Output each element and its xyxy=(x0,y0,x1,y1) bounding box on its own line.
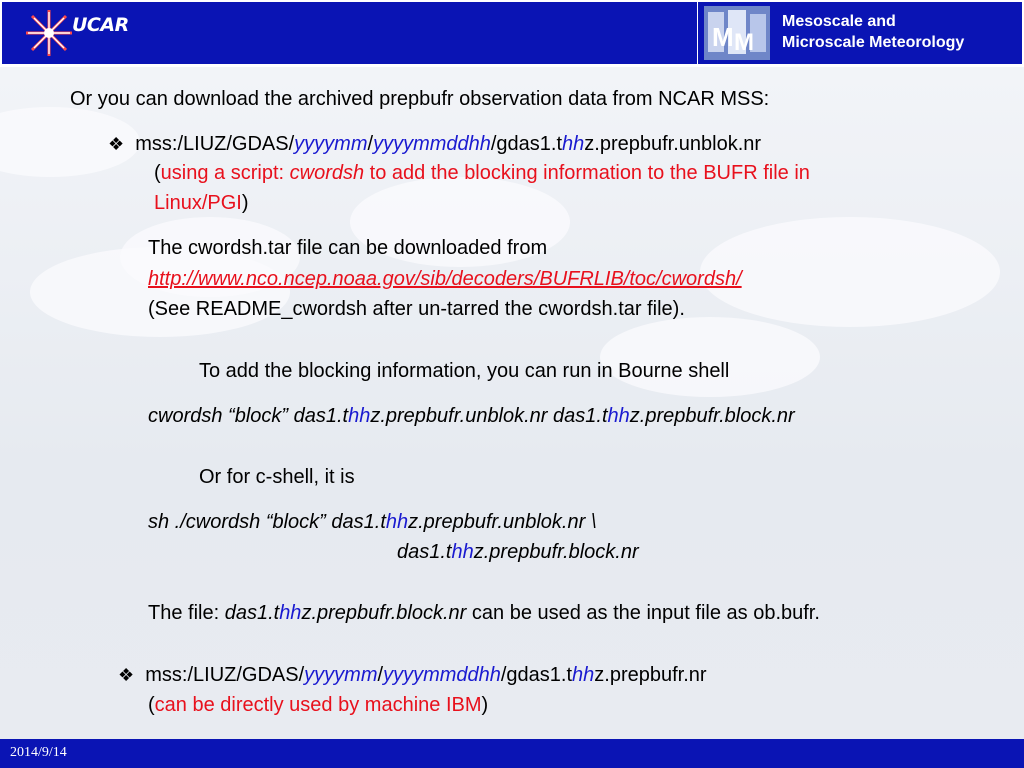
var-yyyymm: yyyymm xyxy=(304,664,378,686)
script-note-red: using a script: xyxy=(160,162,290,184)
diamond-bullet-icon: ❖ xyxy=(108,134,125,154)
path-slash: / xyxy=(377,664,384,686)
cloud-decoration xyxy=(600,317,820,397)
mmm-logo-icon xyxy=(704,6,770,60)
paren-close: ) xyxy=(241,192,249,214)
download-line1: The cwordsh.tar file can be downloaded from xyxy=(148,237,548,259)
path-slash: / xyxy=(367,133,374,155)
svg-text:M: M xyxy=(734,29,754,56)
script-note-line2 xyxy=(154,192,249,215)
path-suffix: z.prepbufr.nr xyxy=(594,664,707,686)
cmd-part: cwordsh “block” das1.t xyxy=(148,405,349,427)
file-note-label: The file: xyxy=(148,602,225,624)
var-hh: hh xyxy=(385,511,409,533)
slide-footer xyxy=(0,739,1024,768)
mmm-banner xyxy=(698,2,1022,64)
svg-text:M: M xyxy=(712,22,734,52)
paren-close: ) xyxy=(481,694,489,716)
file-name-part: das1.t xyxy=(224,602,280,624)
var-hh: hh xyxy=(607,405,630,427)
var-hh: hh xyxy=(279,602,302,624)
slide-header xyxy=(0,0,1024,67)
var-hh: hh xyxy=(451,541,474,563)
bourne-intro: To add the blocking information, you can run in Bourne shell xyxy=(199,360,730,382)
ucar-star-icon xyxy=(24,8,74,58)
cmd-part: sh ./cwordsh “block” das1.t xyxy=(148,511,386,533)
bourne-command xyxy=(148,405,795,428)
path-mid: /gdas1.t xyxy=(490,133,563,155)
script-note xyxy=(154,162,810,185)
mss-path-prefix: mss:/LIUZ/GDAS/ xyxy=(145,664,305,686)
ucar-logo xyxy=(2,2,140,64)
path-mid: /gdas1.t xyxy=(500,664,573,686)
paren-open: ( xyxy=(154,162,161,184)
cmd-part: das1.t xyxy=(397,541,452,563)
ibm-note-red: can be directly used by machine IBM xyxy=(154,694,482,716)
list-item xyxy=(108,133,761,156)
var-hh: hh xyxy=(572,664,595,686)
var-yyyymm: yyyymm xyxy=(294,133,368,155)
cshell-intro: Or for c-shell, it is xyxy=(199,466,355,488)
script-note-red2: to add the blocking information to the BUFR file in xyxy=(364,162,810,184)
file-name-part: z.prepbufr.block.nr xyxy=(301,602,467,624)
mss-path-prefix: mss:/LIUZ/GDAS/ xyxy=(135,133,295,155)
footer-date: 2014/9/14 xyxy=(10,745,67,760)
var-hh: hh xyxy=(562,133,585,155)
cshell-command-line2 xyxy=(397,541,639,564)
list-item xyxy=(118,664,707,687)
script-note-red3: Linux/PGI xyxy=(154,192,242,214)
intro-text: Or you can download the archived prepbufr observation data from NCAR MSS: xyxy=(70,88,770,110)
path-suffix: z.prepbufr.unblok.nr xyxy=(584,133,762,155)
cmd-part: z.prepbufr.unblok.nr das1.t xyxy=(370,405,608,427)
cmd-part: z.prepbufr.unblok.nr \ xyxy=(408,511,597,533)
file-note xyxy=(148,602,820,625)
cloud-decoration xyxy=(700,217,1000,327)
script-name: cwordsh xyxy=(289,162,365,184)
mmm-title xyxy=(782,11,964,53)
var-hh: hh xyxy=(348,405,371,427)
file-note-rest: can be used as the input file as ob.bufr. xyxy=(466,602,820,624)
ucar-logo-text: UCAR xyxy=(72,14,129,36)
cmd-part: z.prepbufr.block.nr xyxy=(473,541,639,563)
cshell-command-line1 xyxy=(148,511,596,534)
diamond-bullet-icon: ❖ xyxy=(118,665,135,685)
paren-open: ( xyxy=(148,694,155,716)
cwordsh-link[interactable]: http://www.nco.ncep.noaa.gov/sib/decoders/BUFRLIB/toc/cwordsh/ xyxy=(148,268,742,290)
var-yyyymmddhh: yyyymmddhh xyxy=(383,664,501,686)
download-line3: (See README_cwordsh after un-tarred the cwordsh.tar file). xyxy=(148,298,685,320)
mmm-title-line1: Mesoscale and xyxy=(782,13,896,30)
header-bar xyxy=(140,2,697,64)
cmd-part: z.prepbufr.block.nr xyxy=(629,405,795,427)
var-yyyymmddhh: yyyymmddhh xyxy=(373,133,491,155)
ibm-note xyxy=(148,694,488,717)
mmm-title-line2: Microscale Meteorology xyxy=(782,34,965,51)
